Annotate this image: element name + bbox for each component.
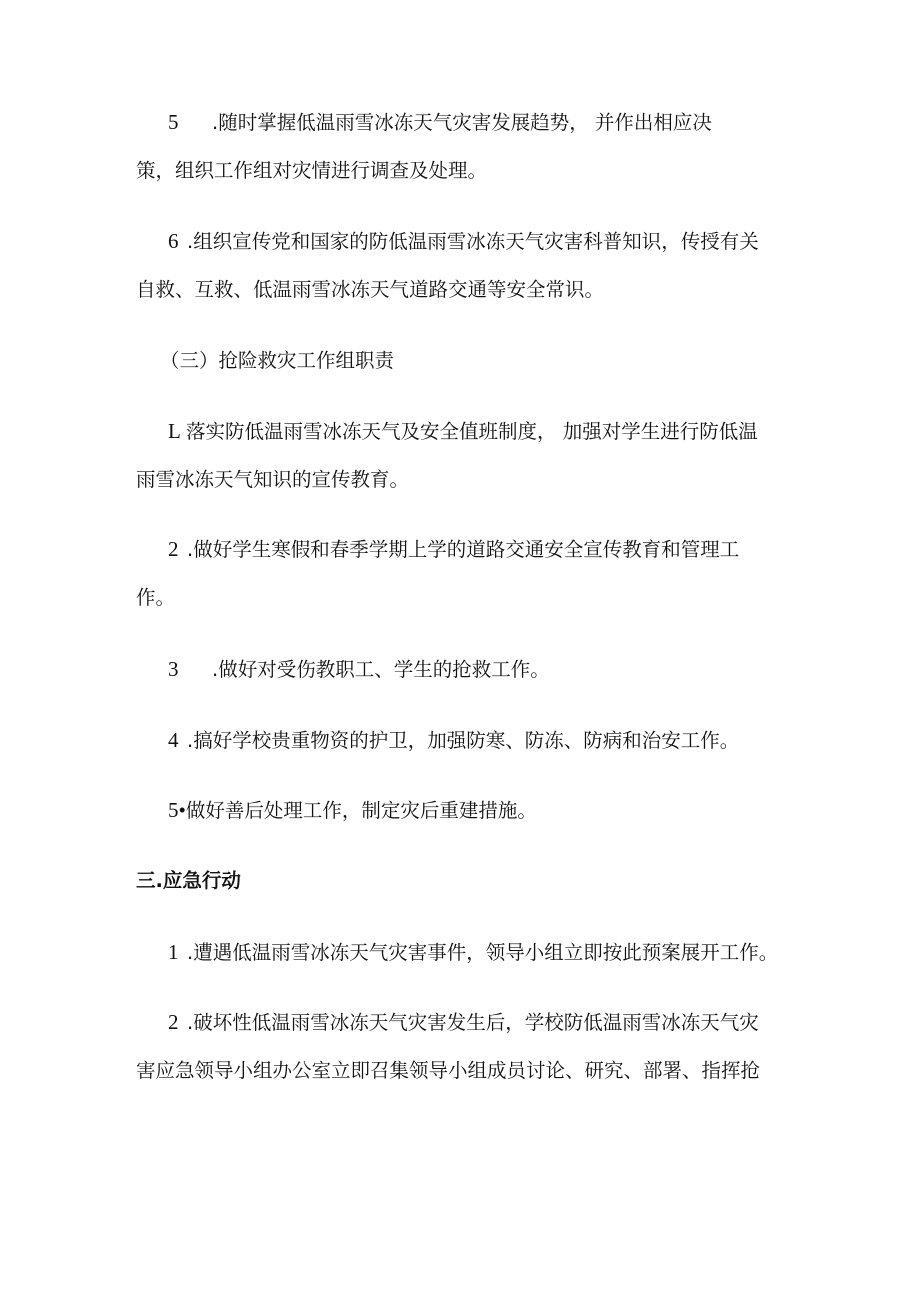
paragraph-line (168, 419, 758, 444)
paragraph-line (136, 1059, 760, 1083)
paragraph-line (168, 1010, 759, 1035)
section-heading (160, 349, 394, 373)
item-number: 2 (168, 537, 179, 561)
line-text: .破坏性低温雨雪冰冻天气灾害发生后，学校防低温雨雪冰冻天气灾 (187, 1011, 759, 1034)
line-text: .组织宣传党和国家的防低温雨雪冰冻天气灾害科普知识，传授有关 (187, 230, 759, 253)
item-number: 5• (168, 798, 186, 822)
paragraph-line (136, 468, 409, 492)
line-text: .搞好学校贵重物资的护卫，加强防寒、防冻、防病和治安工作。 (187, 729, 740, 752)
line-text: 自救、互救、低温雨雪冰冻天气道路交通等安全常识。 (136, 278, 605, 301)
line-text: .随时掌握低温雨雪冰冻天气灾害发展趋势， 并作出相应决 (212, 111, 712, 134)
section-heading (136, 869, 241, 893)
item-number: L (168, 419, 181, 443)
item-number: 1 (168, 940, 179, 964)
line-text: 害应急领导小组办公室立即召集领导小组成员讨论、研究、部署、指挥抢 (136, 1059, 761, 1082)
paragraph-line (136, 278, 604, 302)
item-number: 4 (168, 728, 179, 752)
item-number: 5 (168, 110, 179, 134)
line-text: 作。 (136, 586, 176, 609)
paragraph-line (168, 798, 537, 823)
line-text: 做好善后处理工作，制定灾后重建措施。 (185, 799, 537, 822)
item-number: 6 (168, 229, 179, 253)
paragraph-line (168, 110, 712, 135)
paragraph-line (168, 229, 759, 254)
line-text: .做好学生寒假和春季学期上学的道路交通安全宣传教育和管理工 (187, 538, 740, 561)
item-number: 3 (168, 657, 179, 681)
paragraph-line (168, 657, 550, 682)
line-text: .做好对受伤教职工、学生的抢救工作。 (212, 658, 550, 681)
paragraph-line (168, 728, 739, 753)
paragraph-line (168, 537, 739, 562)
line-text: 策，组织工作组对灾情进行调查及处理。 (136, 159, 488, 182)
line-text: .遭遇低温雨雪冰冻天气灾害事件，领导小组立即按此预案展开工作。 (187, 941, 779, 964)
line-text: 落实防低温雨雪冰冻天气及安全值班制度， 加强对学生进行防低温 (186, 420, 758, 443)
paragraph-line (168, 940, 778, 965)
line-text: 雨雪冰冻天气知识的宣传教育。 (136, 468, 410, 491)
line-text: 三.应急行动 (136, 869, 241, 892)
paragraph-line (136, 159, 487, 183)
item-number: 2 (168, 1010, 179, 1034)
paragraph-line (136, 586, 175, 610)
line-text: （三）抢险救灾工作组职责 (160, 349, 395, 372)
